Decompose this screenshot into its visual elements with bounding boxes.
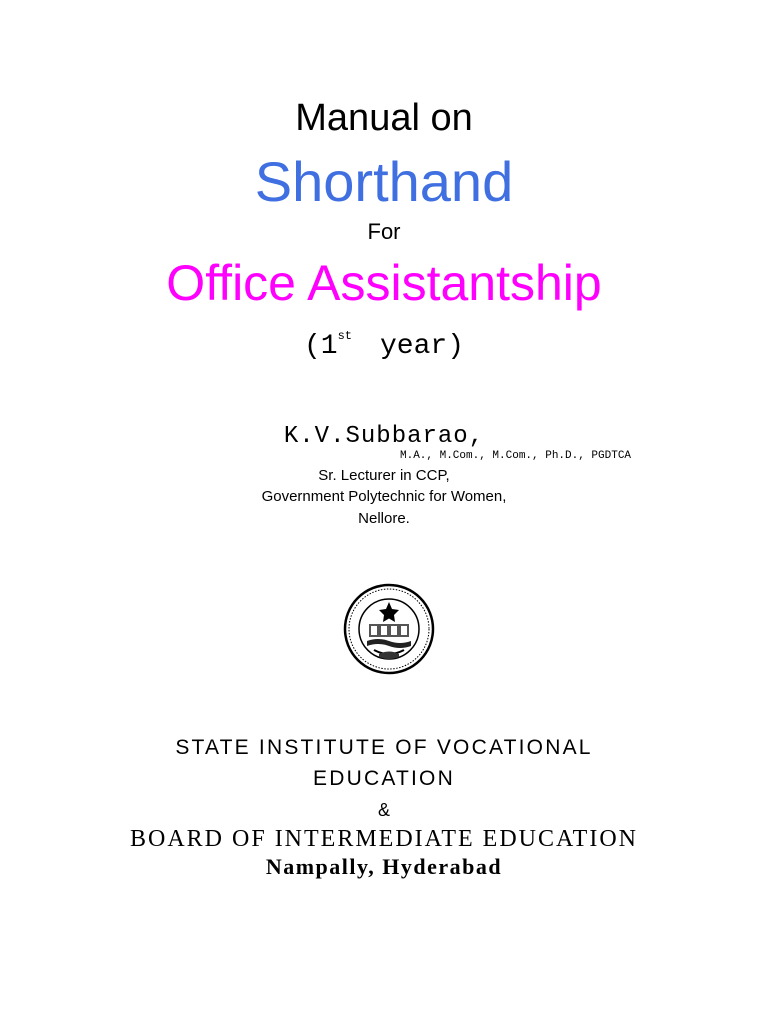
author-qualifications: M.A., M.Com., M.Com., Ph.D., PGDTCA (400, 450, 632, 462)
title-line-for: For (367, 219, 401, 244)
publisher-city: Nampally, Hyderabad (265, 854, 503, 879)
publisher-ampersand: & (377, 800, 390, 820)
title-shorthand: Shorthand (254, 150, 514, 213)
publisher-line-1: STATE INSTITUTE OF VOCATIONAL (175, 736, 593, 759)
publisher-line-2: EDUCATION (313, 767, 455, 790)
title-office-assistantship: Office Assistantship (166, 255, 602, 311)
author-institution: Government Polytechnic for Women, (261, 488, 507, 505)
board-seal-icon (343, 583, 435, 675)
publisher-board: BOARD OF INTERMEDIATE EDUCATION (130, 826, 638, 852)
year-rest: year) (380, 331, 465, 362)
year-line (0, 318, 768, 365)
author-place: Nellore. (358, 510, 410, 527)
year-open: (1 (303, 331, 338, 362)
author-name: K.V.Subbarao, (283, 423, 485, 450)
title-line-manual-on: Manual on (295, 97, 473, 139)
author-designation: Sr. Lecturer in CCP, (318, 467, 450, 484)
year-superscript: st (337, 329, 352, 343)
